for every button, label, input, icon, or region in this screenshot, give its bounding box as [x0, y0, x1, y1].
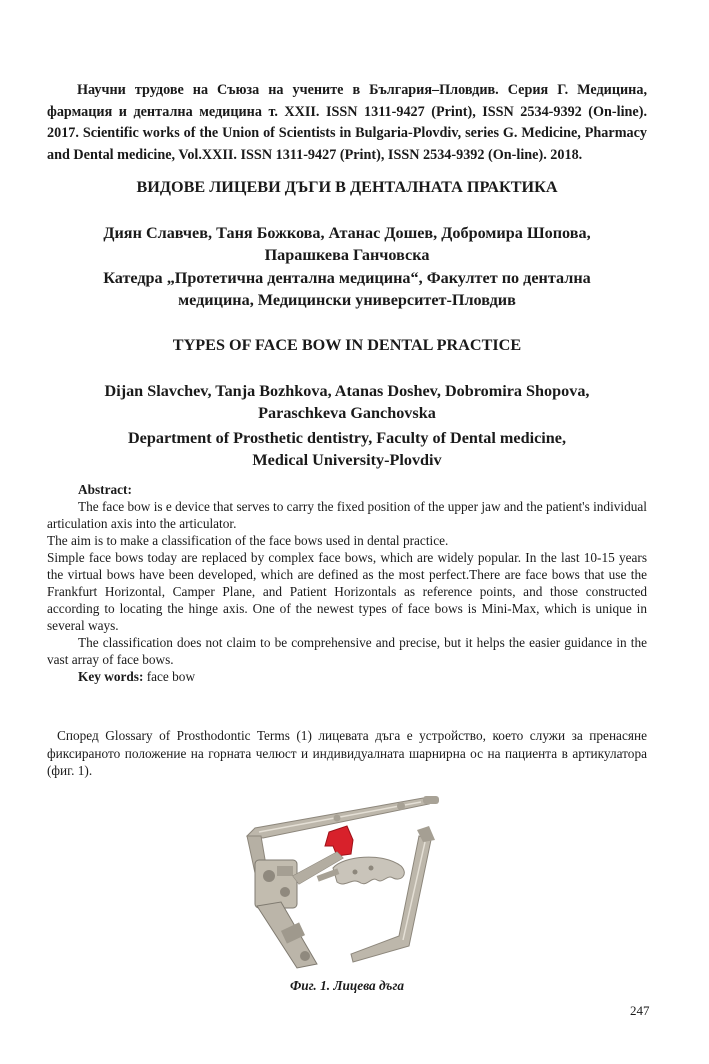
body-paragraph-1: Според Glossary of Prosthodontic Terms (1) лицевата дъга е устройство, което служи за пренасяне фиксираното положение на горната челюст и индивидуалната шарнирна ос на пациента в артикулатора (фиг. 1).: [47, 728, 647, 779]
abstract-paragraph-2: The aim is to make a classification of the face bows used in dental practice.: [47, 533, 449, 548]
english-affiliation: [47, 427, 647, 471]
journal-citation: Научни трудове на Съюза на учените в България–Пловдив. Серия Г. Медицина, фармация и дентална медицина т. XXII. ISSN 1311-9427 (Print), ISSN 2534-9392 (On-line). 2017. Scientific works of the Union of Scientists in Bulgaria-Plovdiv, series G. Medicine, Pharmacy and Dental medicine, Vol.XXII. ISSN 1311-9427 (Print), ISSN 2534-9392 (On-line). 2018.: [47, 82, 647, 163]
bite-fork: [333, 857, 404, 884]
figure-caption: Фиг. 1. Лицева дъга: [290, 978, 404, 993]
abstract-paragraph-4: The classification does not claim to be comprehensive and precise, but it helps the easier guidance in the vast array of face bows.: [47, 635, 647, 667]
bulgarian-title: ВИДОВЕ ЛИЦЕВИ ДЪГИ В ДЕНТАЛНАТА ПРАКТИКА: [136, 178, 558, 196]
abstract-paragraph-1: The face bow is e device that serves to carry the fixed position of the upper jaw and the patient's individual articulation axis into the articulator.: [47, 499, 647, 531]
bulgarian-authors: [47, 222, 647, 266]
face-bow-right-arm: [351, 836, 431, 962]
english-affiliation-line-2: Medical University-Plovdiv: [252, 451, 442, 469]
english-authors-line-2: Paraschkeva Ganchovska: [258, 404, 436, 422]
face-bow-figure: [233, 796, 463, 972]
abstract-heading: Abstract:: [78, 482, 132, 497]
abstract-paragraph-3: Simple face bows today are replaced by complex face bows, which are widely popular. In the last 10-15 years the virtual bows have been developed, which are defined as the most perfect.There are face bows that use the Frankfurt Horizontal, Camper Plane, and Patient Horizontals as reference points, and those constructed according to locating the hinge axis. One of the newest types of face bows is Mini-Max, which is unique in several ways.: [47, 550, 647, 633]
english-authors-line-1: Dijan Slavchev, Tanja Bozhkova, Atanas Doshev, Dobromira Shopova,: [104, 382, 590, 400]
english-authors: [47, 380, 647, 424]
face-bow-image: [233, 796, 463, 972]
bulgarian-affiliation-line-1: Катедра „Протетична дентална медицина“, Факултет по дентална: [103, 269, 591, 287]
abstract: [47, 481, 647, 685]
english-affiliation-line-1: Department of Prosthetic dentistry, Faculty of Dental medicine,: [127, 429, 567, 447]
red-connector: [325, 826, 353, 856]
keywords-value: face bow: [143, 669, 196, 684]
keywords: [47, 668, 647, 685]
bulgarian-affiliation: [47, 267, 647, 311]
english-title: TYPES OF FACE BOW IN DENTAL PRACTICE: [172, 336, 522, 354]
page-number: 247: [630, 1003, 650, 1018]
keywords-label: Key words:: [78, 669, 144, 684]
bulgarian-affiliation-line-2: медицина, Медицински университет-Пловдив: [178, 291, 516, 309]
bulgarian-authors-line-2: Парашкева Ганчовска: [264, 246, 430, 264]
bulgarian-authors-line-1: Диян Славчев, Таня Божкова, Атанас Дошев, Добромира Шопова,: [103, 224, 591, 242]
